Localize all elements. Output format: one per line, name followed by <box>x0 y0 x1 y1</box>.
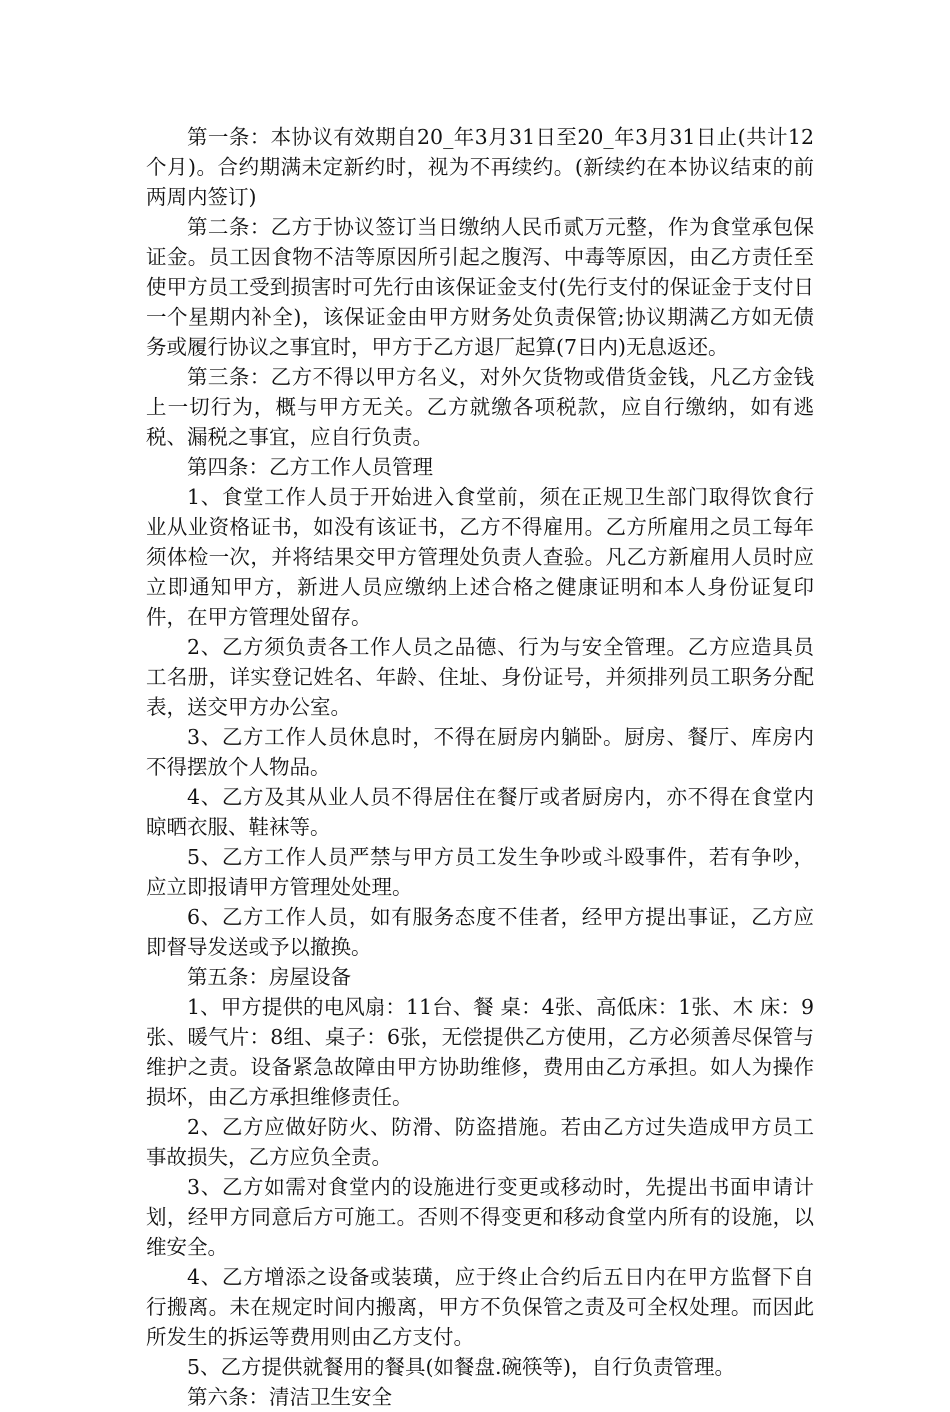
article-4-item-5: 5、乙方工作人员严禁与甲方员工发生争吵或斗殴事件，若有争吵，应立即报请甲方管理处处理。 <box>146 845 814 899</box>
article-4-heading: 第四条：乙方工作人员管理 <box>187 455 433 479</box>
article-5-item-1: 1、甲方提供的电风扇：11台、餐 桌：4张、高低床：1张、木 床：9张、暖气片：8组、桌子：6张，无偿提供乙方使用，乙方必须善尽保管与维护之责。设备紧急故障由甲方协助维修，费用由乙方承担。如人为操作损坏，由乙方承担维修责任。 <box>146 995 814 1109</box>
article-4-item-1: 1、食堂工作人员于开始进入食堂前，须在正规卫生部门取得饮食行业从业资格证书，如没有该证书，乙方不得雇用。乙方所雇用之员工每年须体检一次，并将结果交甲方管理处负责人查验。凡乙方新雇用人员时应立即通知甲方，新进人员应缴纳上述合格之健康证明和本人身份证复印件，在甲方管理处留存。 <box>146 485 814 629</box>
article-5-item-4: 4、乙方增添之设备或装璜，应于终止合约后五日内在甲方监督下自行搬离。未在规定时间内搬离，甲方不负保管之责及可全权处理。而因此所发生的拆运等费用则由乙方支付。 <box>146 1265 814 1349</box>
article-5-item-2: 2、乙方应做好防火、防滑、防盗措施。若由乙方过失造成甲方员工事故损失，乙方应负全责。 <box>146 1115 814 1169</box>
article-4-item-6: 6、乙方工作人员，如有服务态度不佳者，经甲方提出事证，乙方应即督导发送或予以撤换。 <box>146 905 814 959</box>
article-6-heading: 第六条：清洁卫生安全 <box>187 1385 392 1409</box>
article-4-item-4: 4、乙方及其从业人员不得居住在餐厅或者厨房内，亦不得在食堂内晾晒衣服、鞋袜等。 <box>146 785 814 839</box>
document-body <box>146 122 814 1412</box>
article-5-heading: 第五条：房屋设备 <box>187 965 351 989</box>
article-4-item-2: 2、乙方须负责各工作人员之品德、行为与安全管理。乙方应造具员工名册，详实登记姓名、年龄、住址、身份证号，并须排列员工职务分配表，送交甲方办公室。 <box>146 635 814 719</box>
article-4-item-3: 3、乙方工作人员休息时，不得在厨房内躺卧。厨房、餐厅、库房内不得摆放个人物品。 <box>146 725 814 779</box>
article-1-validity: 第一条：本协议有效期自20_年3月31日至20_年3月31日止(共计12个月)。合约期满未定新约时，视为不再续约。(新续约在本协议结束的前两周内签订) <box>146 125 814 209</box>
article-2-deposit: 第二条：乙方于协议签订当日缴纳人民币贰万元整，作为食堂承包保证金。员工因食物不洁等原因所引起之腹泻、中毒等原因，由乙方责任至使甲方员工受到损害时可先行由该保证金支付(先行支付的保证金于支付日一个星期内补全)，该保证金由甲方财务处负责保管;协议期满乙方如无债务或履行协议之事宜时，甲方于乙方退厂起算(7日内)无息返还。 <box>146 215 814 359</box>
article-5-item-5: 5、乙方提供就餐用的餐具(如餐盘.碗筷等)，自行负责管理。 <box>187 1355 736 1379</box>
article-5-item-3: 3、乙方如需对食堂内的设施进行变更或移动时，先提出书面申请计划，经甲方同意后方可施工。否则不得变更和移动食堂内所有的设施，以维安全。 <box>146 1175 814 1259</box>
article-3-liability: 第三条：乙方不得以甲方名义，对外欠货物或借货金钱，凡乙方金钱上一切行为，概与甲方无关。乙方就缴各项税款，应自行缴纳，如有逃税、漏税之事宜，应自行负责。 <box>146 365 814 449</box>
